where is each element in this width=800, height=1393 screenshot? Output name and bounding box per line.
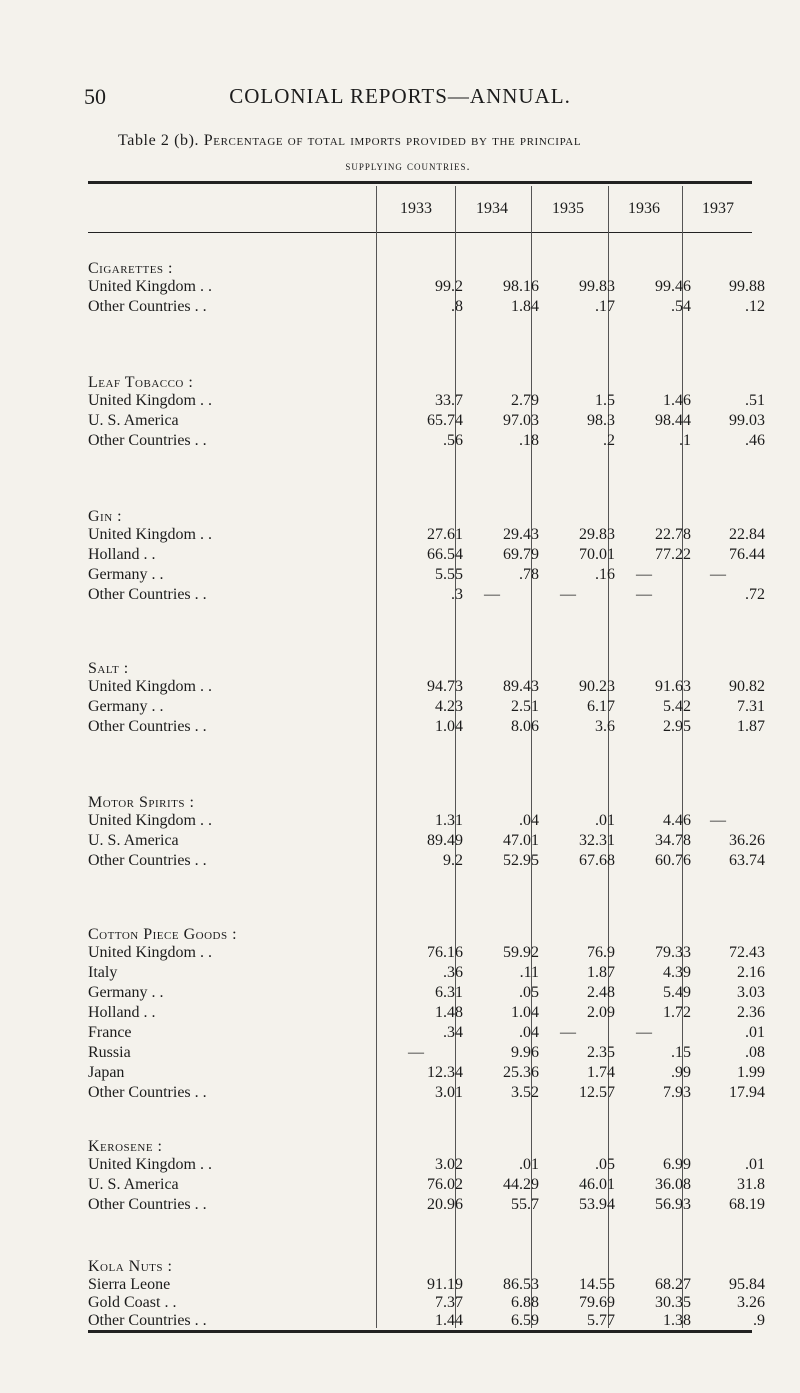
- table-cell: .34: [443, 1024, 463, 1041]
- row-label: United Kingdom . .: [88, 812, 212, 829]
- table-cell: 99.2: [435, 278, 463, 295]
- table-cell: 1.99: [737, 1064, 765, 1081]
- page-number: 50: [84, 84, 106, 109]
- table-row: [0, 678, 800, 698]
- table-row: [0, 832, 800, 852]
- row-label: Other Countries . .: [88, 432, 207, 449]
- table-cell: .72: [745, 586, 765, 603]
- column-header-year: 1937: [702, 200, 734, 217]
- table-cell: 1.87: [737, 718, 765, 735]
- table-row: [0, 1196, 800, 1216]
- table-row: [0, 1044, 800, 1064]
- table-row: [0, 1004, 800, 1024]
- table-cell: .36: [443, 964, 463, 981]
- column-header-year: 1936: [628, 200, 660, 217]
- table-cell: 29.43: [503, 526, 539, 543]
- table-cell: 17.94: [729, 1084, 765, 1101]
- table-cell: .01: [519, 1156, 539, 1173]
- table-cell: —: [710, 566, 726, 583]
- table-caption: [118, 132, 758, 174]
- table-cell: 1.38: [663, 1312, 691, 1329]
- table-cell: 2.09: [587, 1004, 615, 1021]
- table-cell: .05: [595, 1156, 615, 1173]
- section-title: Salt :: [88, 660, 129, 677]
- table-cell: .2: [603, 432, 615, 449]
- table-row: [0, 392, 800, 412]
- table-cell: 6.31: [435, 984, 463, 1001]
- table-cell: —: [560, 1024, 576, 1041]
- table-cell: 98.16: [503, 278, 539, 295]
- table-cell: 3.26: [737, 1294, 765, 1311]
- table-cell: 3.52: [511, 1084, 539, 1101]
- table-cell: 5.42: [663, 698, 691, 715]
- row-label: United Kingdom . .: [88, 944, 212, 961]
- table-cell: .3: [451, 586, 463, 603]
- table-cell: 97.03: [503, 412, 539, 429]
- table-row: [0, 1024, 800, 1044]
- row-label: Germany . .: [88, 698, 164, 715]
- table-cell: 2.79: [511, 392, 539, 409]
- table-row: [0, 278, 800, 298]
- table-cell: 3.02: [435, 1156, 463, 1173]
- row-label: United Kingdom . .: [88, 278, 212, 295]
- table-cell: 25.36: [503, 1064, 539, 1081]
- section-title: Motor Spirits :: [88, 794, 195, 811]
- table-cell: 5.55: [435, 566, 463, 583]
- row-label: Holland . .: [88, 546, 156, 563]
- row-label: Other Countries . .: [88, 718, 207, 735]
- table-cell: 99.83: [579, 278, 615, 295]
- table-cell: 31.8: [737, 1176, 765, 1193]
- column-header-year: 1933: [400, 200, 432, 217]
- table-cell: 1.87: [587, 964, 615, 981]
- table-row: [0, 852, 800, 872]
- table-row: [0, 586, 800, 606]
- row-label: United Kingdom . .: [88, 392, 212, 409]
- table-row: [0, 718, 800, 738]
- running-title: COLONIAL REPORTS—ANNUAL.: [229, 84, 571, 108]
- table-cell: 6.88: [511, 1294, 539, 1311]
- table-row: [0, 546, 800, 566]
- table-cell: 99.03: [729, 412, 765, 429]
- table-row: [0, 1156, 800, 1176]
- table-cell: 1.04: [511, 1004, 539, 1021]
- table-cell: 67.68: [579, 852, 615, 869]
- table-cell: 89.43: [503, 678, 539, 695]
- table-cell: 9.96: [511, 1044, 539, 1061]
- table-cell: —: [408, 1044, 424, 1061]
- table-cell: .16: [595, 566, 615, 583]
- header-rule: [88, 232, 752, 233]
- table-cell: 33.7: [435, 392, 463, 409]
- table-cell: —: [636, 1024, 652, 1041]
- table-cell: .56: [443, 432, 463, 449]
- table-cell: .18: [519, 432, 539, 449]
- row-label: Holland . .: [88, 1004, 156, 1021]
- table-cell: 27.61: [427, 526, 463, 543]
- table-cell: 1.04: [435, 718, 463, 735]
- table-cell: 1.31: [435, 812, 463, 829]
- table-cell: 86.53: [503, 1276, 539, 1293]
- table-cell: 22.84: [729, 526, 765, 543]
- row-label: France: [88, 1024, 132, 1041]
- table-row: [0, 1276, 800, 1296]
- table-cell: .15: [671, 1044, 691, 1061]
- table-cell: .78: [519, 566, 539, 583]
- table-cell: 65.74: [427, 412, 463, 429]
- table-cell: 2.48: [587, 984, 615, 1001]
- table-cell: 77.22: [655, 546, 691, 563]
- table-cell: 5.49: [663, 984, 691, 1001]
- table-cell: 1.48: [435, 1004, 463, 1021]
- table-row: [0, 1176, 800, 1196]
- table-cell: 1.84: [511, 298, 539, 315]
- table-cell: 8.06: [511, 718, 539, 735]
- table-cell: —: [636, 586, 652, 603]
- table-cell: —: [636, 566, 652, 583]
- table-cell: 60.76: [655, 852, 691, 869]
- table-cell: 68.19: [729, 1196, 765, 1213]
- row-label: Other Countries . .: [88, 1084, 207, 1101]
- caption-prefix: Table 2 (b).: [118, 132, 200, 149]
- caption-subtitle: supplying countries.: [345, 159, 471, 173]
- row-label: Other Countries . .: [88, 586, 207, 603]
- table-cell: 59.92: [503, 944, 539, 961]
- table-row: [0, 1294, 800, 1314]
- table-cell: 30.35: [655, 1294, 691, 1311]
- table-cell: —: [484, 586, 500, 603]
- row-label: Other Countries . .: [88, 298, 207, 315]
- section-title: Leaf Tobacco :: [88, 374, 194, 391]
- page-header: [0, 84, 800, 114]
- table-cell: 3.01: [435, 1084, 463, 1101]
- table-cell: 7.93: [663, 1084, 691, 1101]
- table-cell: 6.59: [511, 1312, 539, 1329]
- table-cell: 47.01: [503, 832, 539, 849]
- table-row: [0, 698, 800, 718]
- row-label: Russia: [88, 1044, 131, 1061]
- table-cell: 99.46: [655, 278, 691, 295]
- section-title: Kerosene :: [88, 1138, 163, 1155]
- table-cell: .11: [519, 964, 539, 981]
- table-cell: 76.9: [587, 944, 615, 961]
- table-row: [0, 812, 800, 832]
- row-label: U. S. America: [88, 832, 179, 849]
- table-cell: 76.16: [427, 944, 463, 961]
- row-label: Italy: [88, 964, 118, 981]
- table-cell: 99.88: [729, 278, 765, 295]
- table-cell: 1.44: [435, 1312, 463, 1329]
- table-cell: 79.33: [655, 944, 691, 961]
- table-cell: .51: [745, 392, 765, 409]
- table-row: [0, 944, 800, 964]
- row-label: Germany . .: [88, 984, 164, 1001]
- table-cell: 79.69: [579, 1294, 615, 1311]
- table-row: [0, 1064, 800, 1084]
- table-cell: 32.31: [579, 832, 615, 849]
- section-title: Cigarettes :: [88, 260, 173, 277]
- table-cell: 2.51: [511, 698, 539, 715]
- table-cell: 56.93: [655, 1196, 691, 1213]
- table-cell: .04: [519, 812, 539, 829]
- table-cell: 76.02: [427, 1176, 463, 1193]
- table-cell: .05: [519, 984, 539, 1001]
- table-cell: 1.46: [663, 392, 691, 409]
- table-cell: .12: [745, 298, 765, 315]
- row-label: Sierra Leone: [88, 1276, 171, 1293]
- row-label: Other Countries . .: [88, 1312, 207, 1329]
- table-cell: 7.31: [737, 698, 765, 715]
- table-cell: 2.36: [737, 1004, 765, 1021]
- table-cell: 9.2: [443, 852, 463, 869]
- table-cell: 69.79: [503, 546, 539, 563]
- row-label: United Kingdom . .: [88, 526, 212, 543]
- table-cell: 34.78: [655, 832, 691, 849]
- table-row: [0, 432, 800, 452]
- table-cell: 63.74: [729, 852, 765, 869]
- table-cell: .01: [595, 812, 615, 829]
- table-cell: 90.82: [729, 678, 765, 695]
- table-row: [0, 566, 800, 586]
- row-label: U. S. America: [88, 412, 179, 429]
- row-label: U. S. America: [88, 1176, 179, 1193]
- table-cell: 95.84: [729, 1276, 765, 1293]
- row-label: United Kingdom . .: [88, 678, 212, 695]
- table-cell: —: [710, 812, 726, 829]
- table-cell: .9: [753, 1312, 765, 1329]
- table-cell: 66.54: [427, 546, 463, 563]
- table-cell: .1: [679, 432, 691, 449]
- table-cell: .04: [519, 1024, 539, 1041]
- table-cell: 98.44: [655, 412, 691, 429]
- table-cell: 2.35: [587, 1044, 615, 1061]
- table-cell: 22.78: [655, 526, 691, 543]
- table-cell: 3.6: [595, 718, 615, 735]
- table-cell: 89.49: [427, 832, 463, 849]
- table-cell: 46.01: [579, 1176, 615, 1193]
- row-label: Gold Coast . .: [88, 1294, 177, 1311]
- table-cell: 1.74: [587, 1064, 615, 1081]
- table-cell: 90.23: [579, 678, 615, 695]
- table-cell: 6.17: [587, 698, 615, 715]
- section-title: Gin :: [88, 508, 123, 525]
- table-cell: 36.08: [655, 1176, 691, 1193]
- row-label: Germany . .: [88, 566, 164, 583]
- table-cell: 2.16: [737, 964, 765, 981]
- table-cell: 53.94: [579, 1196, 615, 1213]
- caption-title: Percentage of total imports provided by the principal: [203, 132, 582, 149]
- table-cell: .8: [451, 298, 463, 315]
- table-cell: 12.34: [427, 1064, 463, 1081]
- table-row: [0, 1312, 800, 1332]
- table-cell: 29.83: [579, 526, 615, 543]
- table-cell: 91.63: [655, 678, 691, 695]
- row-label: Other Countries . .: [88, 1196, 207, 1213]
- table-cell: .46: [745, 432, 765, 449]
- table-cell: .99: [671, 1064, 691, 1081]
- table-cell: 94.73: [427, 678, 463, 695]
- top-rule: [88, 181, 752, 184]
- table-cell: 2.95: [663, 718, 691, 735]
- table-cell: 4.46: [663, 812, 691, 829]
- table-cell: .08: [745, 1044, 765, 1061]
- row-label: Japan: [88, 1064, 125, 1081]
- table-cell: 68.27: [655, 1276, 691, 1293]
- row-label: Other Countries . .: [88, 852, 207, 869]
- table-cell: 52.95: [503, 852, 539, 869]
- column-header-year: 1935: [552, 200, 584, 217]
- table-cell: 44.29: [503, 1176, 539, 1193]
- table-cell: .01: [745, 1156, 765, 1173]
- section-title: Kola Nuts :: [88, 1258, 173, 1275]
- table-cell: 70.01: [579, 546, 615, 563]
- column-header-year: 1934: [476, 200, 508, 217]
- table-cell: 3.03: [737, 984, 765, 1001]
- table-cell: 98.3: [587, 412, 615, 429]
- table-cell: 7.37: [435, 1294, 463, 1311]
- table-cell: .54: [671, 298, 691, 315]
- table-cell: 14.55: [579, 1276, 615, 1293]
- table-cell: 91.19: [427, 1276, 463, 1293]
- table-cell: 72.43: [729, 944, 765, 961]
- table-cell: 55.7: [511, 1196, 539, 1213]
- table-cell: 4.39: [663, 964, 691, 981]
- row-label: United Kingdom . .: [88, 1156, 212, 1173]
- section-title: Cotton Piece Goods :: [88, 926, 238, 943]
- table-cell: .01: [745, 1024, 765, 1041]
- table-cell: 20.96: [427, 1196, 463, 1213]
- table-row: [0, 526, 800, 546]
- table-row: [0, 964, 800, 984]
- table-row: [0, 298, 800, 318]
- table-cell: .17: [595, 298, 615, 315]
- table-cell: 1.72: [663, 1004, 691, 1021]
- table-cell: 4.23: [435, 698, 463, 715]
- table-cell: 36.26: [729, 832, 765, 849]
- table-row: [0, 984, 800, 1004]
- table-cell: 5.77: [587, 1312, 615, 1329]
- table-row: [0, 412, 800, 432]
- table-cell: 12.57: [579, 1084, 615, 1101]
- table-cell: 6.99: [663, 1156, 691, 1173]
- table-cell: 76.44: [729, 546, 765, 563]
- table-row: [0, 1084, 800, 1104]
- table-cell: —: [560, 586, 576, 603]
- table-cell: 1.5: [595, 392, 615, 409]
